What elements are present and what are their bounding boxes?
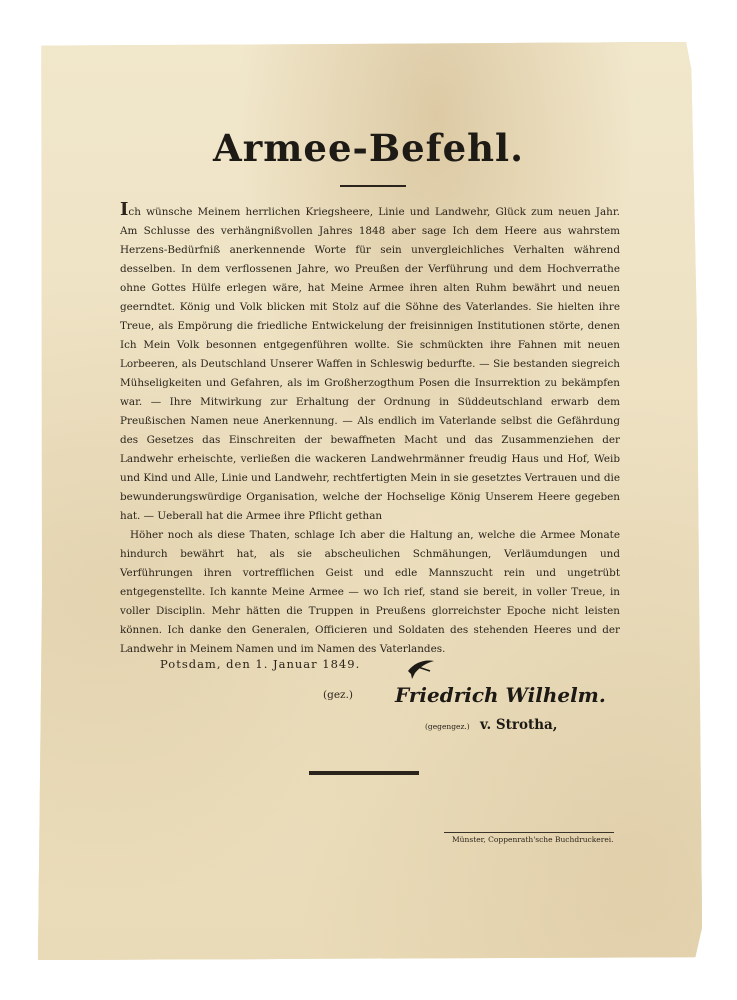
printer-rule — [444, 832, 614, 833]
document-body — [120, 199, 620, 659]
countersigned-label: (gegengez.) — [425, 722, 470, 731]
title-divider — [340, 185, 406, 187]
signature-name: Friedrich Wilhelm. — [395, 683, 606, 707]
document-title: Armee-Befehl. — [213, 126, 524, 170]
quill-mark-icon — [406, 657, 436, 681]
countersignature-name: v. Strotha, — [480, 717, 558, 733]
body-paragraph-2: Höher noch als diese Thaten, schlage Ich aber die Haltung an, welche die Armee Monate hindurch bewährt hat, als sie abscheulichen Schmähungen, Verläumdungen und Verführungen ihren vortrefflichen Geist und edle Mannszucht rein und ungetrübt entgegenstellte. Ich kannte Meine Armee — wo Ich rief, stand sie bereit, in voller Treue, in voller Disciplin. Mehr hätten die Truppen in Preußens glorreichster Epoche nicht leisten können. Ich danke den Generalen, Officieren und Soldaten des stehenden Heeres und der Landwehr in Meinem Namen und im Namen des Vaterlandes. — [120, 529, 620, 655]
initial-letter: I — [120, 199, 129, 220]
body-paragraph-1 — [120, 199, 620, 526]
signed-label: (gez.) — [323, 689, 353, 701]
printer-imprint: Münster, Coppenrath'sche Buchdruckerei. — [452, 835, 614, 844]
paragraph-1-text: ch wünsche Meinem herrlichen Kriegsheere, Linie und Landwehr, Glück zum neuen Jahr. Am Schlusse des verhängnißvollen Jahres 1848 aber sage Ich dem Heere aus wahrstem Herzens-Bedürfniß anerkennende Worte für sein unvergleichliches Verhalten während desselben. In dem verflossenen Jahre, wo Preußen der Verführung und dem Hochverrathe ohne Gottes Hülfe erlegen wäre, hat Meine Armee ihren alten Ruhm bewährt und neuen geerndtet. König und Volk blicken mit Stolz auf die Söhne des Vaterlandes. Sie hielten ihre Treue, als Empörung die friedliche Entwickelung der freisinnigen Institutionen störte, denen Ich Mein Volk besonnen entgegenführen wollte. Sie schmückten ihre Fahnen mit neuen Lorbeeren, als Deutschland Unserer Waffen in Schleswig bedurfte. — Sie bestanden siegreich Mühseligkeiten und Gefahren, als im Großherzogthum Posen die Insurrektion zu bekämpfen war. — Ihre Mitwirkung zur Erhaltung der Ordnung in Süddeutschland erwarb dem Preußischen Namen neue Anerkennung. — Als endlich im Vaterlande selbst die Gefährdung des Gesetzes das Einschreiten der bewaffneten Macht und das Zusammenziehen der Landwehr erheischte, verließen die wackeren Landwehrmänner freudig Haus und Hof, Weib und Kind und Alle, Linie und Landwehr, rechtfertigten Mein in sie gesetztes Vertrauen und die bewunderungswürdige Organisation, welche der Hochselige König Unserem Heere gegeben hat. — Ueberall hat die Armee ihre Pflicht gethan — [120, 206, 620, 522]
closing-divider — [309, 771, 419, 775]
place-and-date: Potsdam, den 1. Januar 1849. — [160, 657, 361, 671]
